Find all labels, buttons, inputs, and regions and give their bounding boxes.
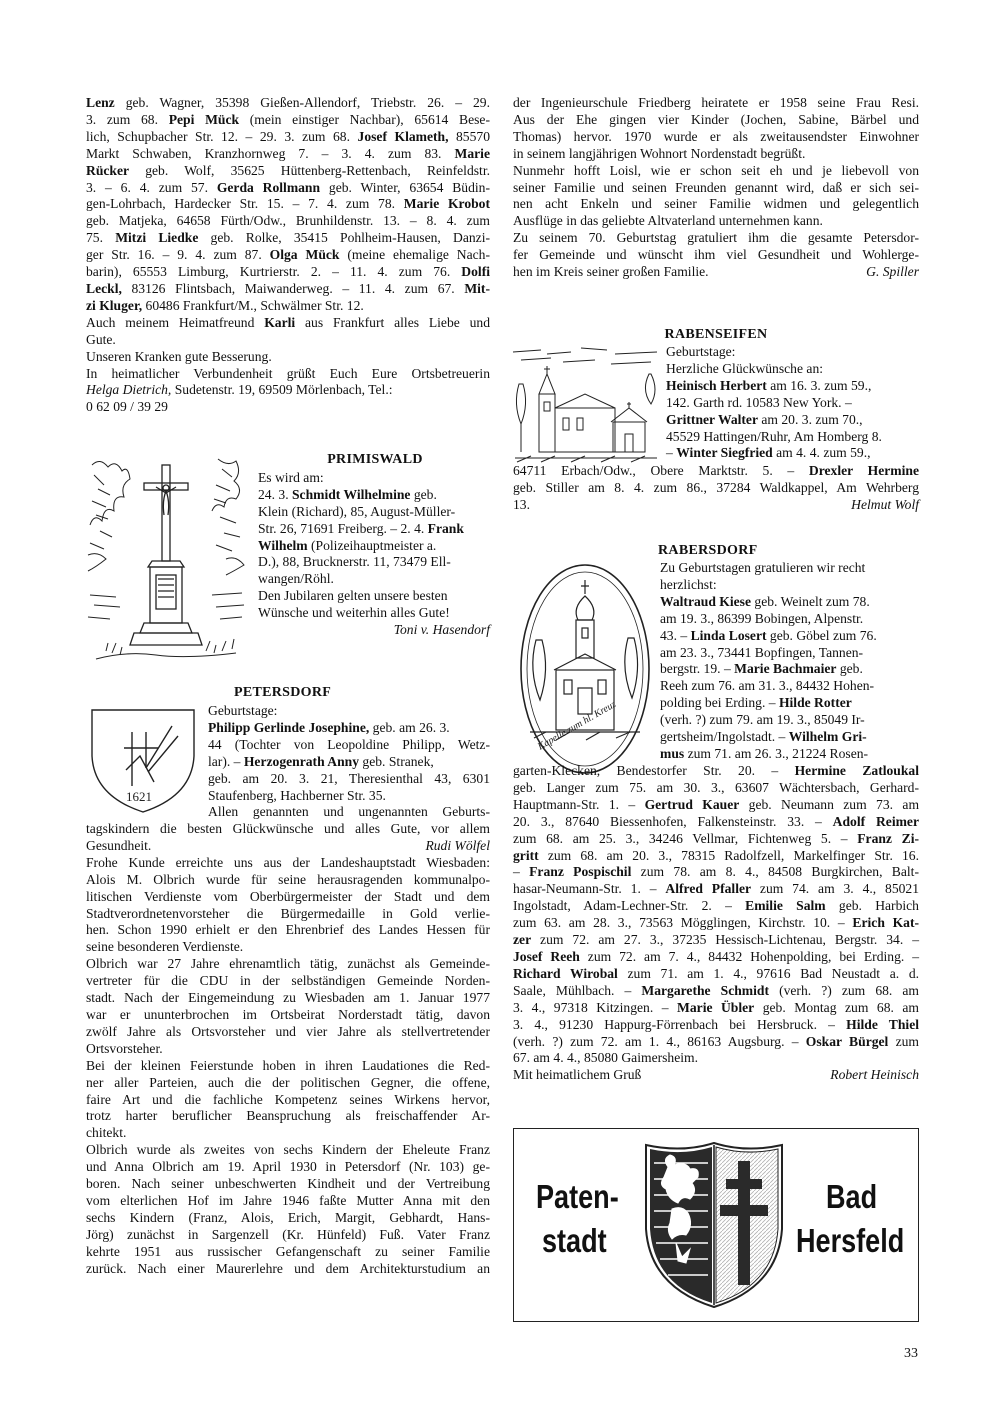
text-line: In heimatlicher Verbundenheit grüßt Euch Eure Ortsbetreuerin [86, 365, 490, 381]
text-line: Auch meinem Heimatfreund Karli aus Frankfurt alles Liebe und [86, 314, 491, 330]
text-line: 3. 4., 91230 Happurg-Förrenbach bei Hersbruck. – Hilde Thiel [513, 1016, 920, 1032]
text-line: Wilhelm (Polizeihauptmeister a. [258, 537, 437, 553]
text-line: zwölf Jahre als Ortsvorsteher und vier Jahre als stellvertretender [86, 1023, 490, 1039]
text-line: 3. 4., 97318 Kitzingen. – Marie Übler geb. Montag zum 68. am [513, 999, 919, 1015]
text-line: D.), 88, Brucknerstr. 11, 73479 Ell- [258, 554, 451, 570]
text-line: litischen Verdienste vom Oberbürgermeister der Stadt und dem [86, 888, 490, 904]
text-line: Thomas) hervor. 1970 wurde er als zweitausendster Einwohner [513, 128, 919, 144]
text-line: ner aller Parteien, auch die der politischen Gegner, die offene, [86, 1074, 490, 1090]
wayside-cross-illustration [86, 455, 246, 667]
text-line: Geburtstage: [666, 344, 736, 359]
text-line: Grittner Walter am 20. 3. zum 70., [666, 411, 863, 427]
text-line: zer zum 72. am 27. 3., 37235 Hessisch-Lichtenau, Bergstr. 34. – [513, 932, 919, 948]
text-line: 44 (Tochter von Leopoldine Philipp, Wetz- [208, 736, 490, 752]
text-line: sechs Kindern (Franz, Alois, Erich, Margit, Gebhardt, Hans- [86, 1209, 490, 1225]
page-number: 33 [904, 1346, 918, 1361]
text-line: war er ununterbrochen im Ortsbeirat Norderstadt tätig, davon [86, 1006, 490, 1022]
banner-left-word-2: stadt [542, 1222, 607, 1259]
text-line: mus zum 71. am 26. 3., 21224 Rosen- [660, 745, 869, 761]
text-line: Den Jubilaren gelten unsere besten [258, 588, 448, 604]
text-line: 20. 3., 87640 Biessenhofen, Falkensteinstr. 33. – Adolf Reimer [513, 813, 919, 829]
text-line: Olbrich war 27 Jahre ehrenamtlich tätig, zunächst als Gemeinde- [86, 956, 490, 972]
text-line: lich, Schupbacher Str. 12. – 29. 3. zum 68. Josef Klameth, 85570 [86, 128, 490, 144]
text-line: bergstr. 19. – Marie Bachmaier geb. [660, 661, 863, 677]
text-line: Herzliche Glückwünsche an: [666, 360, 824, 376]
right-top-signature: G. Spiller [866, 264, 919, 280]
rabersdorf-chapel-emblem [516, 560, 654, 778]
text-line: hasar-Neumann-Str. 1. – Alfred Pfaller zum 74. am 3. 4., 85021 [513, 881, 920, 897]
rabersdorf-signature: Robert Heinisch [830, 1067, 919, 1083]
text-line: vertreter für die CDU in der selbständigen Gemeinde Norden- [86, 973, 490, 989]
text-line: garten-Klecken, Bendestorfer Str. 20. – Hermine Zatloukal [513, 763, 919, 778]
rabenseifen-body [513, 463, 919, 514]
text-line: Alois M. Olbrich wurde für seine herausragenden kommunalpo- [86, 871, 490, 887]
text-line: Leckl, 83126 Flintsbach, Maiwanderweg. – 11. 4. zum 67. Mit- [86, 280, 490, 296]
text-line: polding bei Erding. – Hilde Rotter [660, 695, 852, 711]
rabersdorf-emblem-caption: Kapelle zum hl. Kreuz [536, 698, 619, 753]
text-line: am 19. 3., 86399 Bobingen, Alpenstr. [660, 610, 864, 626]
text-line: geb. am 20. 3. 21, Theresienthal 43, 6301 [208, 770, 490, 786]
text-line: zum 63. am 28. 3., 73563 Mögglingen, Kirchstr. 10. – Erich Kat- [513, 915, 919, 931]
text-line: wangen/Röhl. [258, 571, 334, 587]
text-line: Hauptmann-Str. 1. – Gertrud Kauer geb. Neumann zum 73. am [513, 796, 920, 812]
rabenseifen-signature-line: 13. Helmut Wolf [513, 496, 919, 512]
petersdorf-intro [208, 703, 490, 821]
text-line: 3. zum 68. Pepi Mück (mein einstiger Nachbar), 65614 Bese- [86, 111, 490, 127]
text-line: 45529 Hattingen/Ruhr, Am Homberg 8. [666, 428, 882, 444]
text-line: Zu seinem 70. Geburtstag gratuliert ihm die gesamte Petersdor- [513, 230, 919, 246]
rabenseifen-intro-lines [666, 344, 919, 462]
text-line: – Franz Pospischil zum 78. am 8. 4., 84508 Burgkirchen, Balt- [513, 864, 919, 880]
text-line: fer Gemeinde und wünscht ihm viel Gesundheit und Wohlerge- [513, 247, 919, 263]
text-line: – Winter Siegfried am 4. 4. zum 59., [666, 445, 871, 461]
petersdorf-signature: Rudi Wölfel [425, 837, 490, 853]
primiswald-signature: Toni v. Hasendorf [393, 622, 490, 638]
text-line: Bei der kleinen Feierstunde hoben in ihren Laudationes die Red- [86, 1057, 490, 1073]
text-line: der Ingenieurschule Friedberg heiratete er 1958 seine Frau Resi. [513, 95, 919, 110]
text-line: Staufenberg, Hachberner Str. 35. [208, 787, 386, 803]
text-line: Frohe Kunde erreichte uns aus der Landeshauptstadt Wiesbaden: [86, 854, 490, 870]
rabenseifen-intro [666, 344, 919, 462]
text-line: Wünsche und weiterhin alles Gute! [258, 605, 450, 621]
banner-right-word-1: Bad [826, 1178, 878, 1215]
rabersdorf-body [513, 763, 919, 1084]
birthday-list [86, 95, 490, 416]
text-line: 0 62 09 / 39 29 [86, 399, 168, 415]
text-line: gritt zum 68. am 20. 3., 78315 Radolfzell, Markelfinger Str. 16. [513, 847, 919, 863]
text-line: (verh. ?) zum 72. am 1. 4., 86163 Augsburg. – Oskar Bürgel zum [513, 1033, 920, 1049]
text-line: Allen genannten und ungenannten Geburts- [208, 804, 490, 820]
text-line: Es wird am: [258, 469, 324, 485]
text-line: barin), 65553 Limburg, Kurtrierstr. 2. – 11. 4. zum 76. Dolfi [86, 264, 490, 280]
olbrich-article-continued [513, 95, 919, 264]
text-line: hen. Schon 1990 erhielt er den Ehrenbrief des Landes Hessen für [86, 922, 490, 938]
text-line: zurück. Nach einer Maurerlehre und dem Architekturstudium an [86, 1260, 490, 1276]
text-line: Rücker geb. Wolf, 35625 Hüttenberg-Rettenbach, Reinfeldstr. [86, 162, 490, 178]
text-line: 43. – Linda Losert geb. Göbel zum 76. [660, 627, 877, 643]
text-line: zum 68. am 25. 3., 34246 Vellmar, Fichtenweg 5. – Franz Zi- [513, 830, 919, 846]
text-line: Saale, Mühlbach. – Margarethe Schmidt (verh. ?) zum 68. am [513, 982, 920, 998]
text-line: Zu Geburtstagen gratulieren wir recht [660, 560, 866, 575]
text-line: Josef Reeh zum 72. am 7. 4., 84432 Hohenpolding, bei Erding. – [513, 948, 919, 964]
olbrich-article [86, 855, 490, 1278]
text-line: gen-Lohrbach, Hardecker Str. 15. – 7. 4. zum 78. Marie Krobot [86, 196, 490, 212]
text-line: Markt Schwaben, Kranzhornweg 7. – 3. 4. zum 83. Marie [86, 145, 490, 161]
petersdorf-intro-lines [208, 703, 490, 821]
text-line: Klein (Richard), 85, August-Müller- [258, 503, 456, 519]
text-line: gertsheim/Ingolstadt. – Wilhelm Gri- [660, 729, 867, 745]
text-line: 67. am 4. 4., 85080 Gaimersheim. [513, 1050, 698, 1066]
rabersdorf-intro-lines [660, 560, 919, 763]
text-line: stadt. Nach der Eingemeindung zu Wiesbaden am 1. Januar 1977 [86, 990, 490, 1006]
petersdorf-signature-line: Gesundheit. Rudi Wölfel [86, 837, 490, 853]
petersdorf-title: PETERSDORF [234, 685, 332, 700]
text-line: Olbrich wurde als zweites von sechs Kindern der Eheleute Franz [86, 1142, 490, 1158]
text-line: Lenz geb. Wagner, 35398 Gießen-Allendorf, Triebstr. 26. – 29. [86, 95, 490, 110]
text-line: lar). – Herzogenrath Anny geb. Stranek, [208, 753, 434, 769]
primiswald-text [258, 470, 490, 622]
text-line: geb. Stiller am 8. 4. zum 86., 37284 Waldkappel, Am Wehrberg [513, 479, 919, 495]
text-line: Jörg) zunächst in Sargenzell (Kr. Hünfeld) Fuß. Vater Franz [86, 1226, 490, 1242]
text-line: geb. Matjeka, 64658 Fürth/Odw., Brunhildenstr. 13. – 8. 4. zum [86, 213, 490, 229]
rabersdorf-intro [660, 560, 919, 763]
text-line: 142. Garth rd. 10583 New York. – [666, 394, 852, 410]
rabenseifen-signature: Helmut Wolf [851, 496, 919, 512]
right-top-signature-line: hen im Kreis seiner großen Familie. G. Spiller [513, 264, 919, 280]
rabenseifen-wide-lines [513, 463, 919, 497]
rabersdorf-title: RABERSDORF [658, 543, 758, 558]
text-line: Helga Dietrich, Sudetenstr. 19, 69509 Mörlenbach, Tel.: [86, 382, 393, 398]
petersdorf-body [86, 821, 490, 1277]
text-line: am 23. 3., 73441 Bopfingen, Tannen- [660, 644, 864, 660]
text-line: Reeh zum 76. am 31. 3., 84432 Hohen- [660, 678, 875, 694]
text-line: Unseren Kranken gute Besserung. [86, 348, 272, 364]
text-line: 75. Mitzi Liedke geb. Rolke, 35415 Pohlheim-Hausen, Danzi- [86, 230, 490, 246]
text-line: Ortsvorsteher. [86, 1040, 163, 1056]
text-line: chitekt. [86, 1125, 127, 1141]
right-top-block [513, 95, 919, 281]
text-line: Nunmehr hofft Loisl, wie er schon seit eh und je liebevoll von [513, 162, 919, 178]
text-line: Aus der Ehe gingen vier Kinder (Jochen, Sabine, Bärbel und [513, 111, 919, 127]
text-line: Str. 26, 71691 Freiberg. – 2. 4. Frank [258, 520, 464, 536]
text-line: ger Str. 16. – 9. 4. zum 87. Olga Mück (meine ehemalige Nach- [86, 247, 491, 263]
rabersdorf-signature-line: Mit heimatlichem Gruß Robert Heinisch [513, 1067, 919, 1083]
patenstadt-banner [513, 1128, 919, 1322]
text-line: Gute. [86, 331, 116, 347]
text-line: Richard Wirobal zum 71. am 1. 4., 97616 Bad Neustadt a. d. [513, 965, 920, 981]
banner-left-word-1: Paten- [536, 1178, 619, 1215]
text-line: boren. Nach seiner unbeschwerten Kindheit und der Vertreibung [86, 1176, 490, 1192]
petersdorf-coat-of-arms [88, 706, 198, 816]
text-line: zi Kluger, 60486 Frankfurt/M., Schwälmer Str. 12. [86, 297, 364, 313]
text-line: 3. – 6. 4. zum 57. Gerda Rollmann geb. Winter, 63654 Büdin- [86, 179, 490, 195]
text-line: in seinem langjährigen Wohnort Nordenstadt begrüßt. [513, 145, 806, 161]
left-top-block [86, 95, 490, 416]
text-line: Waltraud Kiese geb. Weinelt zum 78. [660, 593, 870, 609]
text-line: (verh. ?) zum 79. am 19. 3., 85049 Ir- [660, 712, 865, 728]
text-line: und Anna Olbrich am 19. April 1930 in Petersdorf (Nr. 103) ge- [86, 1159, 490, 1175]
banner-right-word-2: Hersfeld [796, 1222, 905, 1259]
text-line: Stadtverordnetenvorsteher die Bürgermedaille in Gold verlie- [86, 905, 490, 921]
text-line: nen acht Enkeln und seiner Familie widmen und gelegentlich [513, 196, 919, 212]
rabersdorf-wide-lines [513, 763, 919, 1067]
text-line: seiner Familie und seinen Freunden genannt wird, daß er sich sei- [513, 179, 919, 195]
text-line: Geburtstage: [208, 703, 278, 718]
rabenseifen-title: RABENSEIFEN [664, 327, 768, 342]
bad-hersfeld-coat-of-arms [642, 1139, 786, 1311]
text-line: Heinisch Herbert am 16. 3. zum 59., [666, 377, 872, 393]
text-line: Ausflüge in das geliebte Altvaterland unternehmen kann. [513, 213, 823, 229]
text-line: herzlichst: [660, 576, 717, 592]
text-line: tagskindern die besten Glückwünsche und alles Gute, vor allem [86, 821, 490, 836]
text-line: trotz harter beruflicher Beanspruchung als freischaffender Ar- [86, 1108, 490, 1124]
primiswald-title: PRIMISWALD [327, 452, 423, 467]
text-line: 24. 3. Schmidt Wilhelmine geb. [258, 486, 437, 502]
text-line: Philipp Gerlinde Josephine, geb. am 26. 3. [208, 719, 450, 735]
rabenseifen-church-illustration [511, 344, 659, 466]
text-line: geb. Langer zum 75. am 30. 3., 63607 Wächtersbach, Gerhard- [513, 779, 919, 795]
text-line: 64711 Erbach/Odw., Obere Marktstr. 5. – Drexler Hermine [513, 463, 919, 478]
text-line: vom elterlichen Hof im Jahre 1946 faßte Mutter Anna mit den [86, 1192, 490, 1208]
text-line: kehrte 1951 aus russischer Gefangenschaft zu seiner Familie [86, 1243, 490, 1259]
text-line: faire Art und die fachliche Kompetenz seines Wirkens hervor, [86, 1091, 490, 1107]
petersdorf-emblem-year: 1621 [126, 789, 152, 804]
text-line: Ingolstadt, Adam-Lechner-Str. 2. – Emilie Salm geb. Harbich [513, 898, 919, 914]
text-line: seine besonderen Verdienste. [86, 939, 244, 955]
petersdorf-wide-lines [86, 821, 490, 838]
primiswald-section [258, 452, 490, 639]
